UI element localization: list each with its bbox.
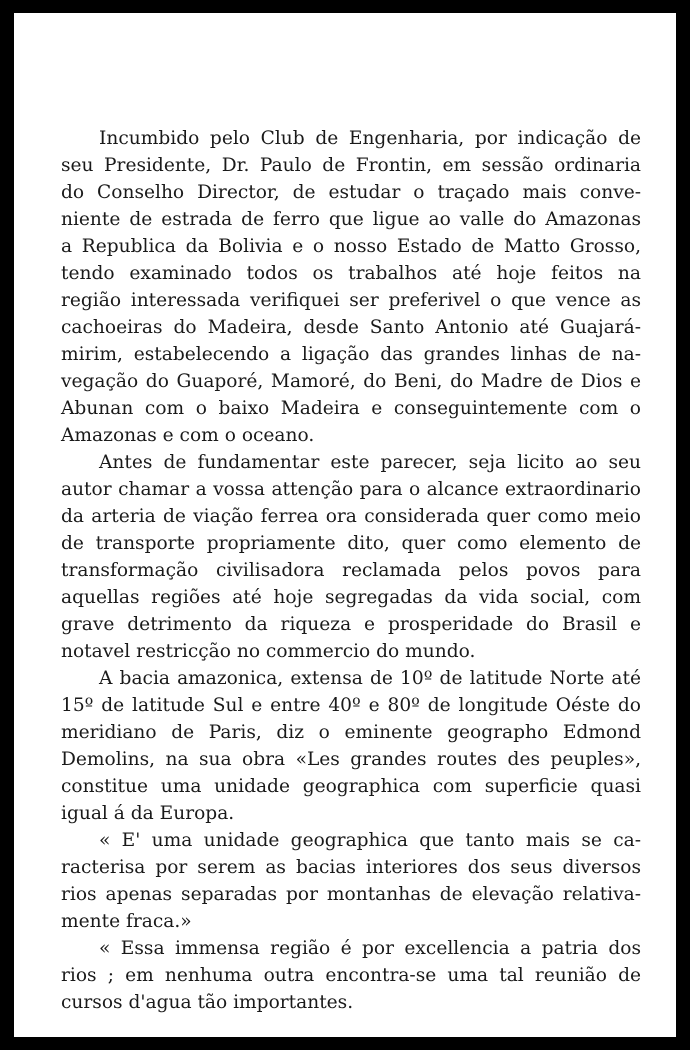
text-line: Abunan com o baixo Madeira e conseguintemente com o [61, 398, 641, 419]
text-line: constitue uma unidade geographica com superficie quasi [61, 776, 641, 797]
paragraph-4 [61, 827, 641, 935]
paragraph-5 [61, 935, 641, 1016]
text-line: da arteria de viação ferrea ora considerada quer como meio [61, 506, 641, 527]
text-line: a Republica da Bolivia e o nosso Estado de Matto Grosso, [61, 236, 641, 257]
text-line: 15º de latitude Sul e entre 40º e 80º de longitude Oéste do [61, 695, 641, 716]
text-line: rios apenas separadas por montanhas de elevação relativa- [61, 884, 641, 905]
text-line: aquellas regiões até hoje segregadas da vida social, com [61, 587, 641, 608]
text-line: vegação do Guaporé, Mamoré, do Beni, do Madre de Dios e [61, 371, 641, 392]
text-line: mirim, estabelecendo a ligação das grandes linhas de na- [61, 344, 641, 365]
text-line: região interessada verifiquei ser preferivel o que vence as [61, 290, 641, 311]
text-line: Amazonas e com o oceano. [61, 425, 315, 446]
scanned-page [14, 13, 676, 1037]
paragraph-1 [61, 125, 641, 449]
text-line: « E' uma unidade geographica que tanto mais se ca- [99, 830, 641, 851]
text-line: transformação civilisadora reclamada pelos povos para [61, 560, 641, 581]
text-line: do Conselho Director, de estudar o traçado mais conve- [61, 182, 641, 203]
text-line: autor chamar a vossa attenção para o alcance extraordinario [61, 479, 641, 500]
text-line: notavel restricção no commercio do mundo. [61, 641, 476, 662]
text-line: mente fraca.» [61, 911, 192, 932]
text-line: racterisa por serem as bacias interiores dos seus diversos [61, 857, 641, 878]
text-line: niente de estrada de ferro que ligue ao valle do Amazonas [61, 209, 641, 230]
text-line: grave detrimento da riqueza e prosperidade do Brasil e [61, 614, 641, 635]
text-line: cachoeiras do Madeira, desde Santo Antonio até Guajará- [61, 317, 641, 338]
text-line: Incumbido pelo Club de Engenharia, por indicação de [99, 128, 641, 149]
text-line: meridiano de Paris, diz o eminente geographo Edmond [61, 722, 641, 743]
paragraph-3 [61, 665, 641, 827]
text-line: de transporte propriamente dito, quer como elemento de [61, 533, 641, 554]
text-line: Demolins, na sua obra «Les grandes routes des peuples», [61, 749, 641, 770]
body-text [61, 125, 641, 1016]
text-line: seu Presidente, Dr. Paulo de Frontin, em sessão ordinaria [61, 155, 641, 176]
text-line: igual á da Europa. [61, 803, 235, 824]
text-line: tendo examinado todos os trabalhos até hoje feitos na [61, 263, 641, 284]
paragraph-2 [61, 449, 641, 665]
text-line: rios ; em nenhuma outra encontra-se uma tal reunião de [61, 965, 641, 986]
text-line: Antes de fundamentar este parecer, seja licito ao seu [99, 452, 641, 473]
text-line: cursos d'agua tão importantes. [61, 992, 354, 1013]
text-line: « Essa immensa região é por excellencia a patria dos [99, 938, 641, 959]
text-line: A bacia amazonica, extensa de 10º de latitude Norte até [99, 668, 641, 689]
